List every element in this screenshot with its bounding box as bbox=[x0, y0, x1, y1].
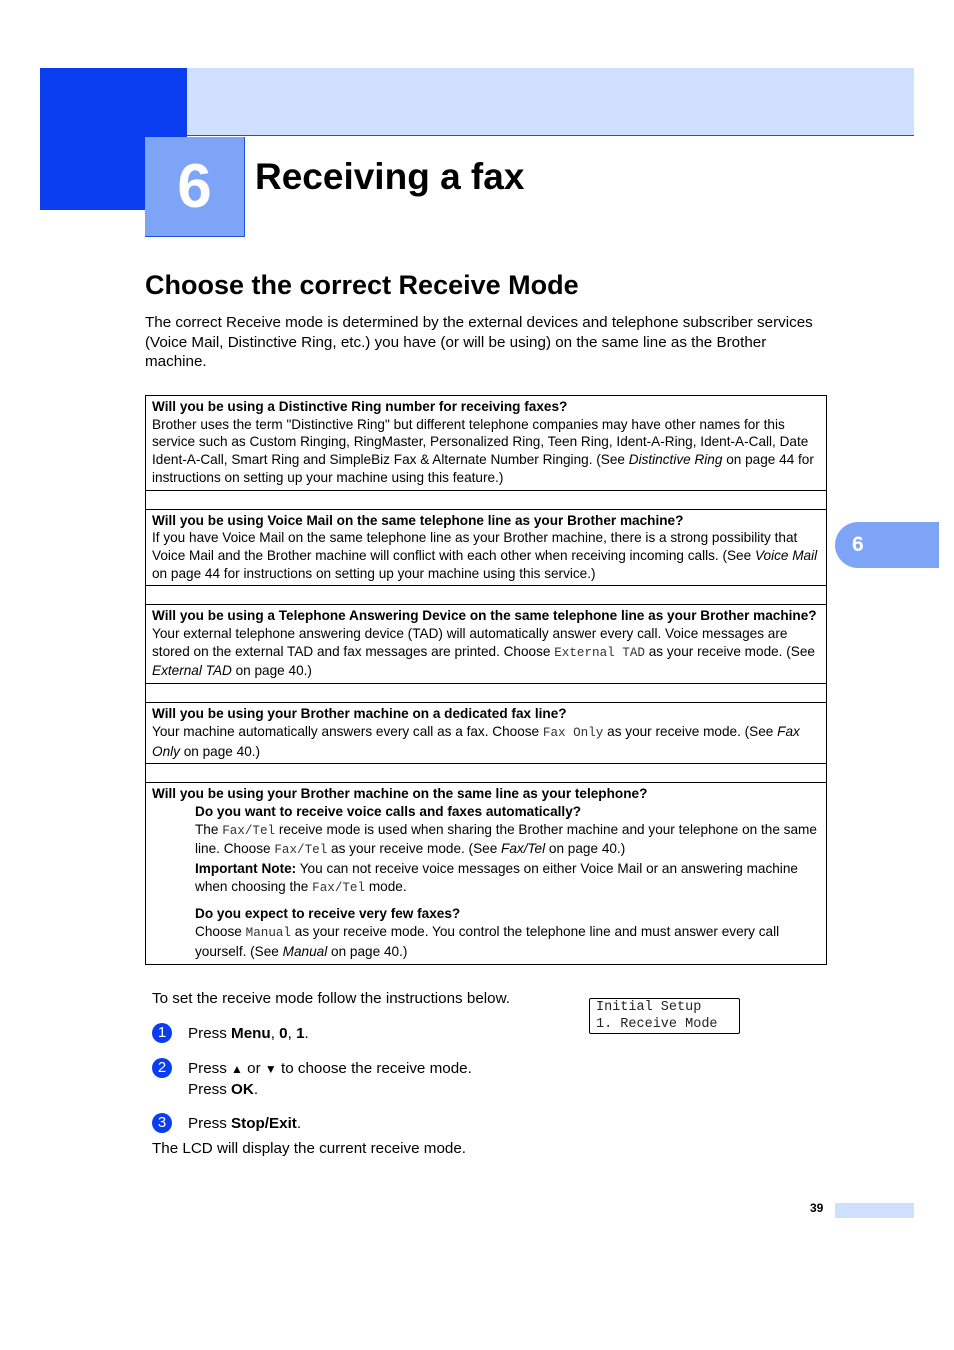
header-band bbox=[187, 68, 914, 136]
page-number: 39 bbox=[810, 1201, 824, 1215]
footer-bar bbox=[835, 1203, 914, 1218]
table-row bbox=[146, 509, 826, 586]
mode-name: Fax/Tel bbox=[274, 843, 328, 858]
up-arrow-icon: ▲ bbox=[231, 1062, 243, 1076]
cross-reference: Fax Only bbox=[152, 723, 800, 759]
table-spacer bbox=[146, 585, 826, 604]
section-title: Choose the correct Receive Mode bbox=[145, 270, 579, 300]
answer: Your external telephone answering device (TAD) will automatically answer every call. Voice messages are stored on the external TAD and fax messages are printed. Choose External TAD as your receive mode. (See External TAD on page 40.) bbox=[152, 626, 815, 679]
cross-reference: Fax/Tel bbox=[501, 841, 546, 857]
lcd-line-1: Initial Setup bbox=[596, 1000, 702, 1015]
cross-reference: Distinctive Ring bbox=[628, 452, 723, 468]
question: Will you be using your Brother machine on a dedicated fax line? bbox=[152, 706, 567, 722]
step-number-badge: 3 bbox=[152, 1113, 172, 1133]
receive-mode-table bbox=[145, 395, 827, 965]
table-row bbox=[146, 702, 826, 763]
lcd-display bbox=[589, 998, 740, 1034]
key-menu: Menu bbox=[231, 1025, 271, 1042]
header-band-rule bbox=[187, 135, 914, 136]
answer: Your machine automatically answers every call as a fax. Choose Fax Only as your receive mode. (See Fax Only on page 40.) bbox=[152, 723, 800, 759]
mode-name: Fax Only bbox=[542, 725, 604, 740]
step-number-badge: 2 bbox=[152, 1058, 172, 1078]
sub-question: Do you expect to receive very few faxes? bbox=[195, 906, 461, 922]
chapter-number-box: 6 bbox=[145, 137, 245, 237]
chapter-side-tab[interactable]: 6 bbox=[835, 522, 939, 568]
answer: Choose Manual as your receive mode. You control the telephone line and must answer every call yourself. (See Manual on page 40.) bbox=[195, 924, 780, 959]
key-1: 1 bbox=[296, 1025, 305, 1042]
step-3: 3 Press Stop/Exit. bbox=[152, 1114, 301, 1134]
table-spacer bbox=[146, 683, 826, 702]
key-stop-exit: Stop/Exit bbox=[231, 1115, 297, 1132]
sub-question-block bbox=[152, 905, 819, 960]
table-row bbox=[146, 396, 826, 490]
note-label: Important Note: bbox=[195, 861, 297, 877]
table-row bbox=[146, 604, 826, 683]
lcd-line-2: 1. Receive Mode bbox=[596, 1016, 718, 1032]
answer: The Fax/Tel receive mode is used when sharing the Brother machine and your telephone on the same line. Choose Fax/Tel as your receive mode. (See Fax/Tel on page 40.) bbox=[195, 821, 817, 858]
cross-reference: Manual bbox=[282, 943, 328, 959]
table-row bbox=[146, 782, 826, 963]
step-2: 2 Press ▲ or ▼ to choose the receive mode. Press OK. bbox=[152, 1059, 472, 1099]
lcd-note: The LCD will display the current receive mode. bbox=[152, 1140, 467, 1157]
mode-name: External TAD bbox=[554, 645, 645, 660]
mode-name: Manual bbox=[245, 926, 291, 941]
step-number-badge: 1 bbox=[152, 1023, 172, 1043]
chapter-title: Receiving a fax bbox=[255, 156, 525, 197]
sub-question-block bbox=[152, 803, 819, 898]
question: Will you be using your Brother machine on the same line as your telephone? bbox=[152, 786, 648, 802]
question: Will you be using a Distinctive Ring number for receiving faxes? bbox=[152, 399, 568, 414]
mode-name: Fax/Tel bbox=[312, 880, 366, 895]
sub-question: Do you want to receive voice calls and faxes automatically? bbox=[195, 803, 582, 819]
key-ok: OK bbox=[231, 1080, 254, 1098]
answer: Brother uses the term "Distinctive Ring" but different telephone companies may have other names for this service such as Custom Ringing, RingMaster, Personalized Ring, Teen Ring, Ident-A-Ring, Ident-A-Call, Date Ident-A-Call, Smart Ring and SimpleBiz Fax & Alternate Number Ringing. (See Distinctive Ring on page 44 for instructions on setting up your machine using this feature.) bbox=[152, 416, 814, 485]
cross-reference: External TAD bbox=[152, 663, 232, 679]
cross-reference: Voice Mail bbox=[754, 547, 818, 563]
important-note: Important Note: You can not receive voice messages on either Voice Mail or an answering machine when choosing the Fax/Tel mode. bbox=[195, 861, 798, 895]
table-spacer bbox=[146, 763, 826, 782]
question: Will you be using a Telephone Answering Device on the same telephone line as your Brother machine? bbox=[152, 608, 817, 624]
key-0: 0 bbox=[279, 1025, 288, 1042]
question: Will you be using Voice Mail on the same telephone line as your Brother machine? bbox=[152, 512, 684, 528]
instructions-intro: To set the receive mode follow the instructions below. bbox=[152, 990, 510, 1007]
table-spacer bbox=[146, 490, 826, 509]
down-arrow-icon: ▼ bbox=[264, 1062, 277, 1076]
mode-name: Fax/Tel bbox=[222, 823, 276, 838]
section-intro: The correct Receive mode is determined by the external devices and telephone subscriber services (Voice Mail, Distinctive Ring, etc.) you have (or will be using) on the same line as the Brother machine. bbox=[145, 314, 813, 370]
answer: If you have Voice Mail on the same telephone line as your Brother machine, there is a strong possibility that Voice Mail and the Brother machine will conflict with each other when receiving incoming calls. (See Voice Mail on page 44 for instructions on setting up your machine using this service.) bbox=[152, 530, 818, 581]
step-1: 1 Press Menu, 0, 1. bbox=[152, 1024, 309, 1044]
